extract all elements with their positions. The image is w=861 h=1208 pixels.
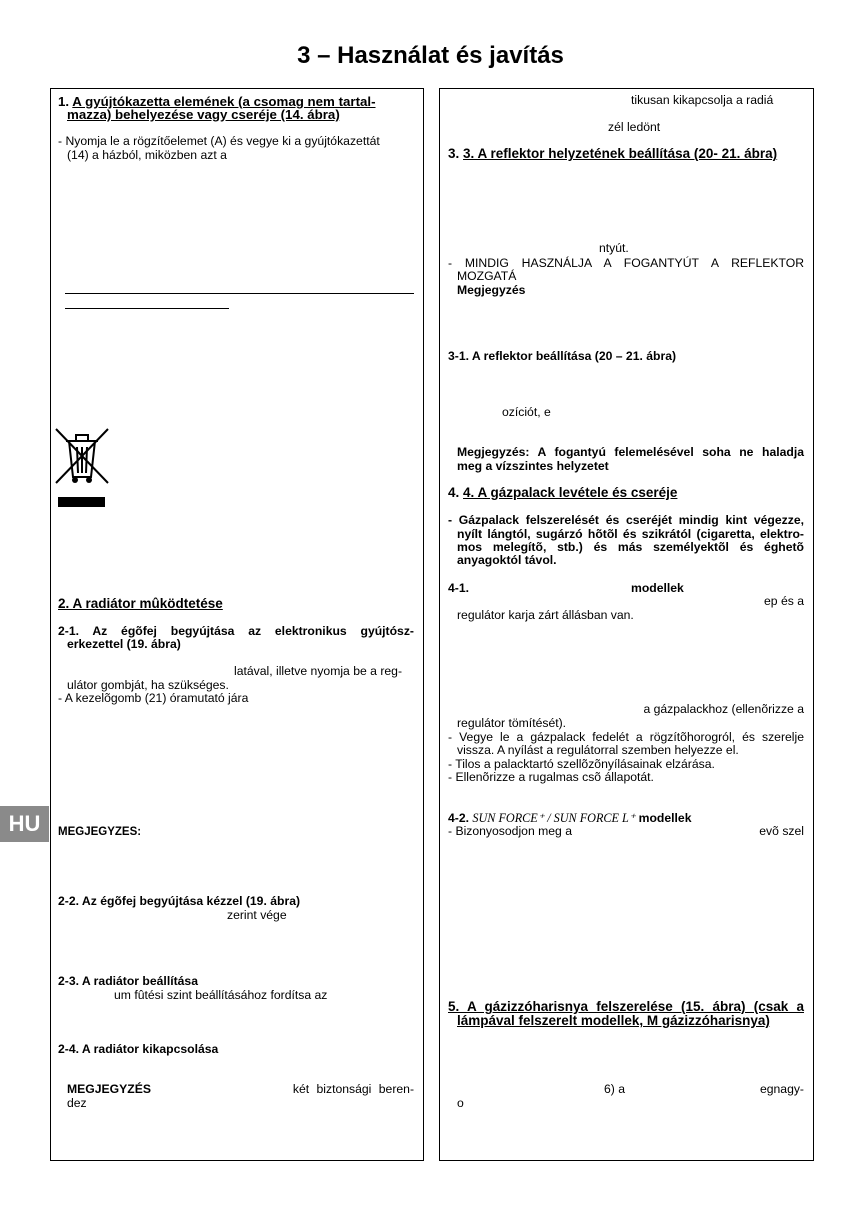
section-2-3-text: um fûtési szint beállításához fordítsa az	[114, 988, 328, 1002]
section-1-heading-line2: mazza) behelyezése vagy cseréje (14. ábra)	[67, 107, 340, 122]
section-2-heading: 2. A radiátor mûködtetése	[58, 596, 223, 611]
section-5-text-mid: 6) a	[604, 1082, 626, 1096]
section-2-4-heading: 2-4. A radiátor kikapcsolása	[58, 1042, 219, 1056]
section-2-2-text: zerint vége	[227, 908, 287, 922]
section-3-text-1: ntyút.	[599, 241, 629, 255]
section-1-text-line2: (14) a házból, miközben azt a	[67, 148, 227, 162]
section-4-1-bullet-1-line2: vissza. A nyílást a regulátorral szemben helyezze el.	[457, 743, 739, 757]
weee-black-bar	[58, 497, 105, 507]
right-text-top-2: zél ledönt	[608, 120, 661, 134]
section-3-heading: 3. 3. A reflektor helyzetének beállítása (20- 21. ábra)	[448, 146, 778, 161]
section-4-1-text-line2: regulátor karja zárt állásban van.	[457, 608, 634, 622]
section-3-note: Megjegyzés	[457, 283, 526, 297]
section-4-warning-line4: anyagoktól távol.	[457, 553, 557, 567]
weee-recycle-bin-icon	[54, 427, 110, 487]
section-4-2-text-right: evõ szel	[759, 824, 804, 838]
section-5-heading-line2: lámpával felszerelt modellek, M gázizzóharisnya)	[457, 1013, 770, 1028]
section-4-1-text-3-line2: regulátor tömítését).	[457, 716, 567, 730]
right-text-top-1: tikusan kikapcsolja a radiá	[631, 93, 774, 107]
section-2-2-heading: 2-2. Az égõfej begyújtása kézzel (19. ábra)	[58, 894, 301, 908]
section-5-text-right: egnagy-	[759, 1082, 804, 1096]
section-1-text-line1: - Nyomja le a rögzítőelemet (A) és vegye ki a gyújtókazettát	[58, 134, 380, 148]
section-2-1-text-line1: latával, illetve nyomja be a reg-	[234, 664, 403, 678]
section-3-text-2: - MINDIG HASZNÁLJA A FOGANTYÚT A REFLEKTOR	[448, 256, 804, 270]
section-4-1-bullet-2: - Tilos a palacktartó szellõzõnyílásainak elzárása.	[448, 757, 715, 771]
divider-line	[65, 293, 414, 294]
note-2-text-line2: dez	[67, 1096, 87, 1110]
section-2-1-heading: 2-1. Az égõfej begyújtása az elektronikus gyújtósz-	[58, 624, 414, 638]
section-4-1-models: modellek	[631, 581, 684, 595]
section-3-1-note-line2: meg a vízszintes helyzetet	[457, 459, 609, 473]
section-2-1-text-line2: ulátor gombját, ha szükséges.	[67, 678, 229, 692]
note-label-2: MEGJEGYZÉS	[67, 1082, 151, 1096]
section-2-3-heading: 2-3. A radiátor beállítása	[58, 974, 198, 988]
section-3-1-note-line1: Megjegyzés: A fogantyú felemelésével soha ne haladja	[457, 445, 804, 459]
section-4-2-text-left: - Bizonyosodjon meg a	[448, 824, 572, 838]
section-4-1-text-right: ep és a	[764, 594, 804, 608]
section-4-warning-line1: - Gázpalack felszerelését és cseréjét mindig kint végezze,	[448, 513, 804, 527]
section-2-1-text-line3: - A kezelõgomb (21) óramutató jára	[58, 691, 249, 705]
note-2-text-right: két biztonsági beren-	[292, 1082, 414, 1096]
section-4-heading: 4. 4. A gázpalack levétele és cseréje	[448, 485, 678, 500]
section-3-1-heading: 3-1. A reflektor beállítása (20 – 21. ábra)	[448, 349, 677, 363]
section-3-text-2-line2: MOZGATÁ	[457, 269, 517, 283]
section-4-1-number: 4-1.	[448, 581, 470, 595]
section-4-1-bullet-3: - Ellenõrizze a rugalmas csõ állapotát.	[448, 770, 654, 784]
section-4-warning-line3: mos melegítõ, stb.) és más személyektõl és éghetõ	[457, 540, 804, 554]
divider-line-short	[65, 308, 229, 309]
section-1-heading: 1. A gyújtókazetta elemének (a csomag nem tartal-	[58, 94, 376, 109]
section-3-1-text: ozíciót, e	[502, 405, 551, 419]
section-4-1-bullet-1: - Vegye le a gázpalack fedelét a rögzítõhorogról, és szerelje	[448, 730, 804, 744]
section-4-1-text-3: a gázpalackhoz (ellenõrizze a	[643, 702, 804, 716]
page-title: 3 – Használat és javítás	[297, 42, 564, 69]
section-2-1-heading-line2: erkezettel (19. ábra)	[67, 637, 181, 651]
section-5-heading: 5. A gázizzóharisnya felszerelése (15. ábra) (csak a	[448, 999, 804, 1014]
language-tab: HU	[0, 806, 49, 842]
section-5-text-line2: o	[457, 1096, 464, 1110]
note-label-1: MEGJEGYZES:	[58, 826, 142, 838]
section-4-warning-line2: nyílt lángtól, sugárzó hõtõl és szikrától (cigaretta, elektro-	[457, 527, 804, 541]
section-4-2-heading: 4-2. SUN FORCE⁺ / SUN FORCE L⁺ modellek	[448, 811, 692, 825]
